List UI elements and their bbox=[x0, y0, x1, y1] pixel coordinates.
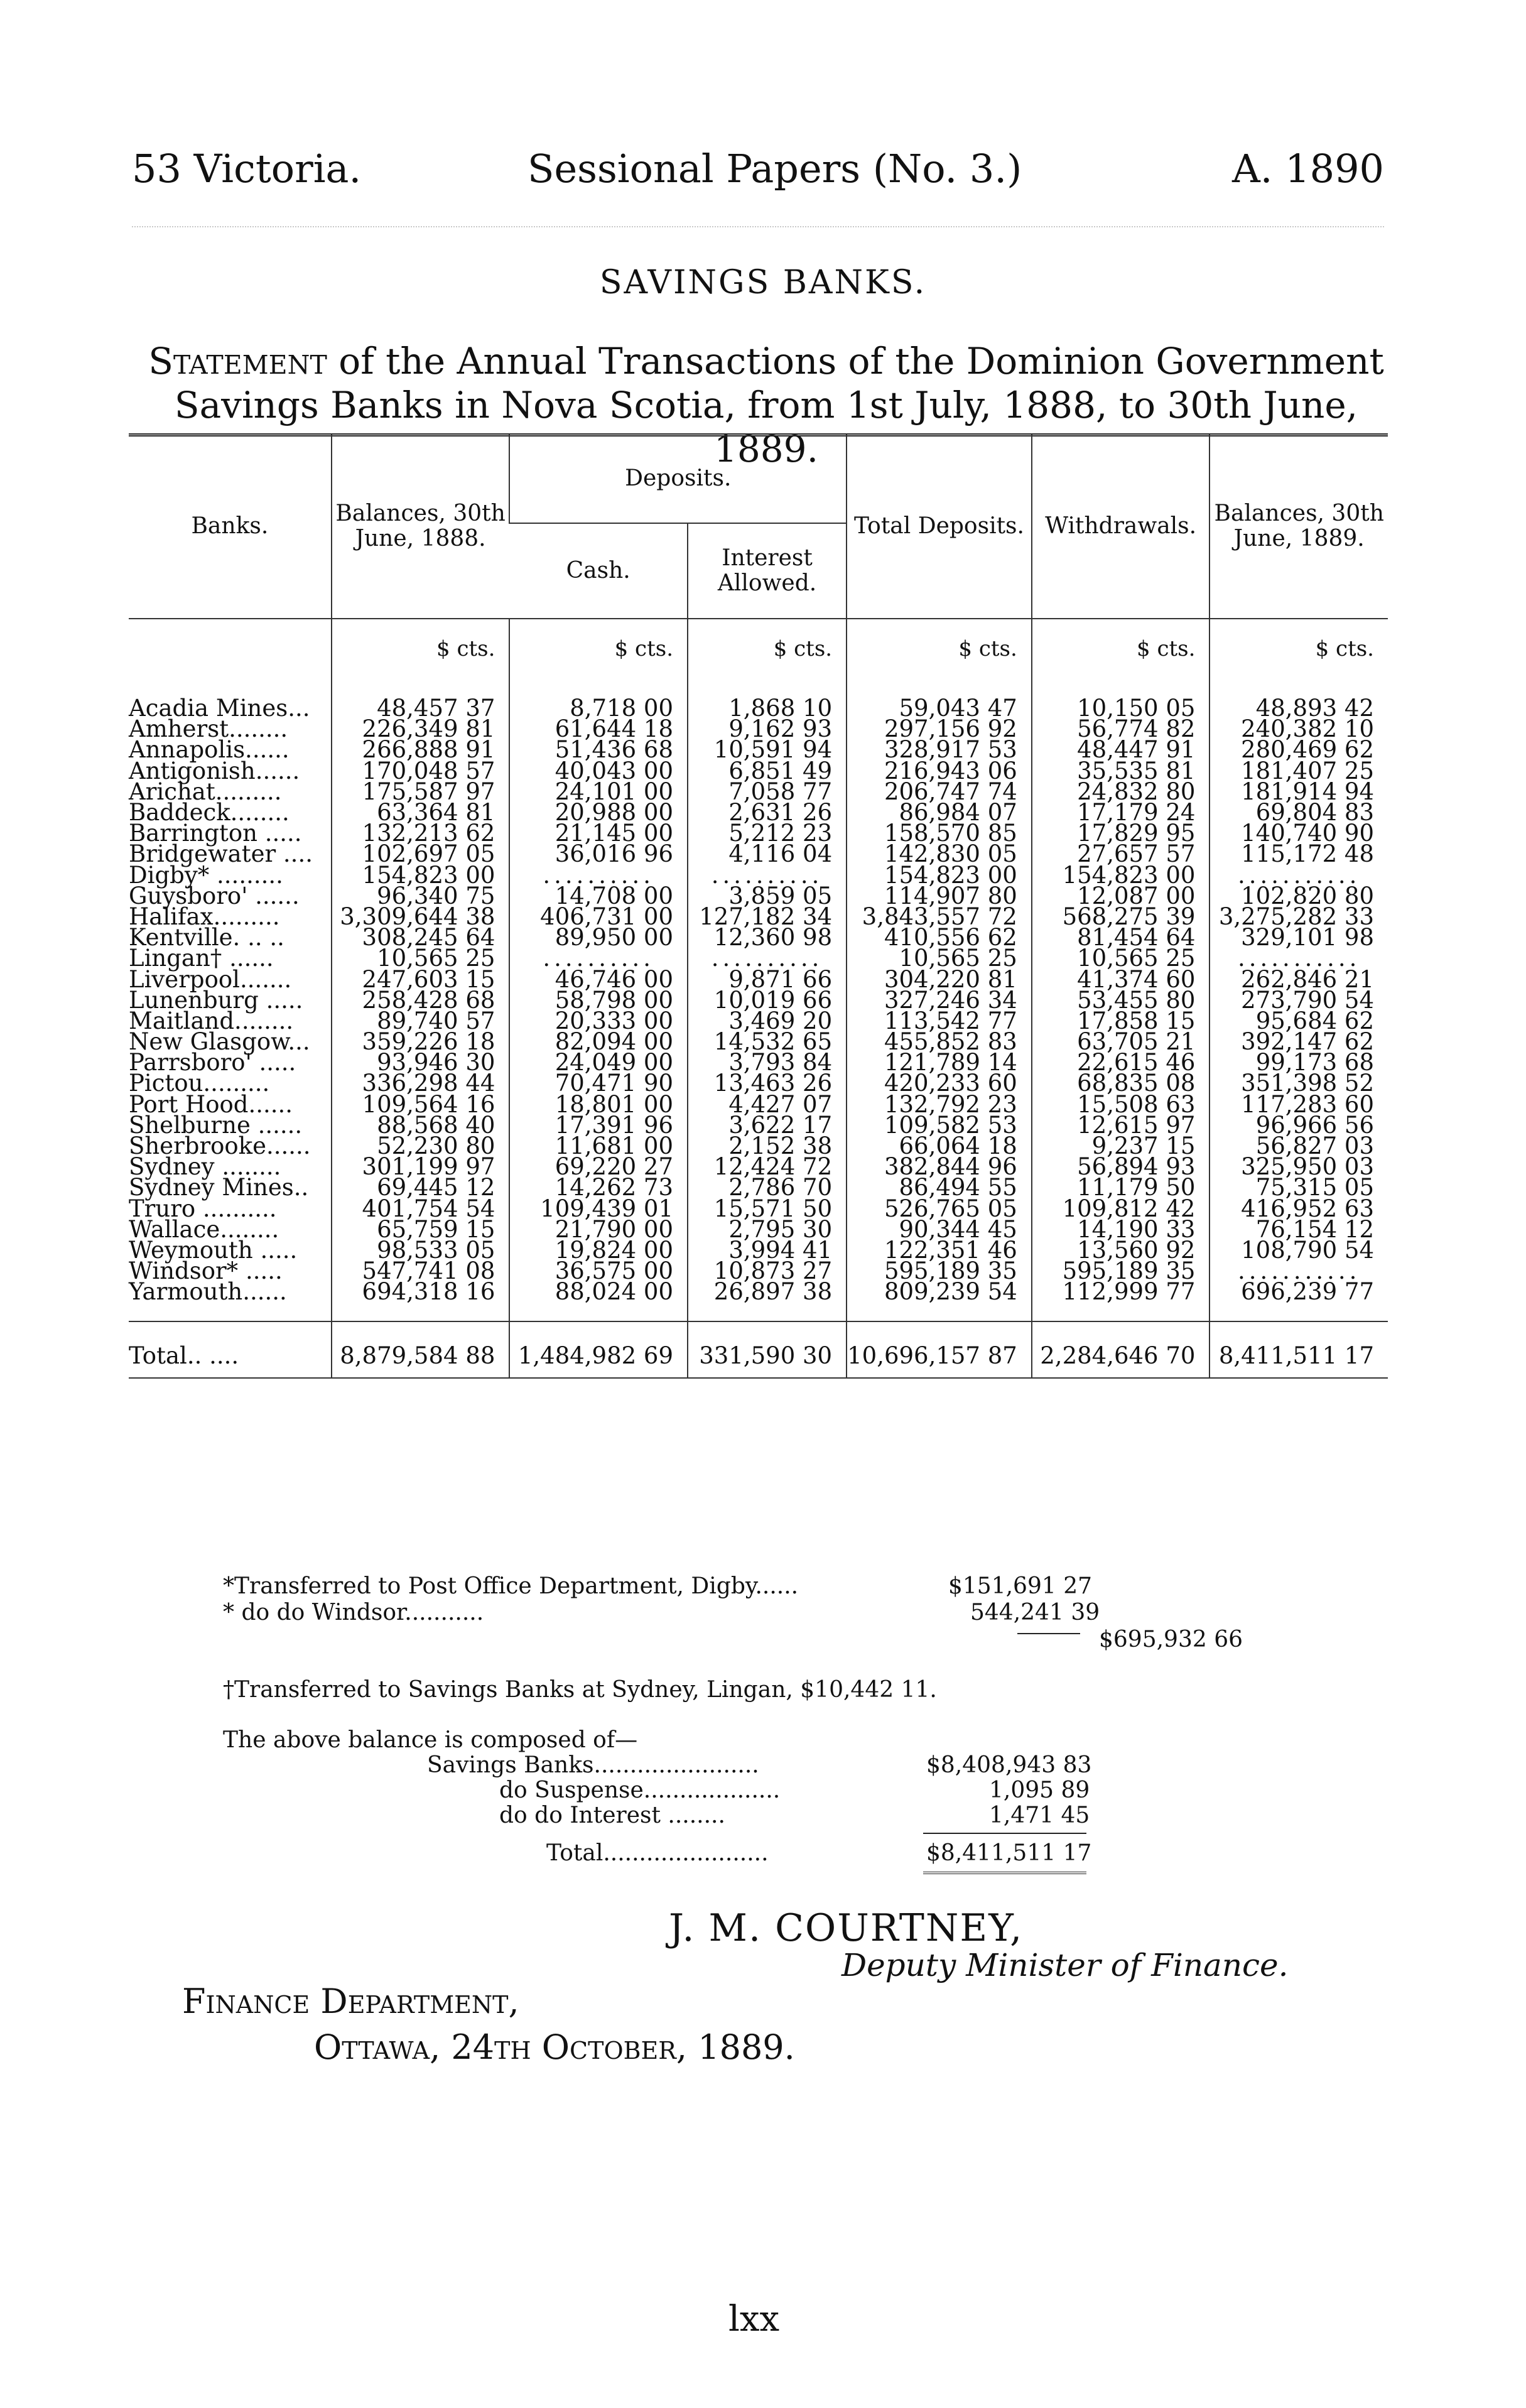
bank-name: Maitland........ bbox=[129, 1007, 294, 1034]
statement-lead: Statement bbox=[148, 340, 327, 382]
cell-total: 297,156 92 bbox=[847, 719, 1032, 739]
cell-total: 121,789 14 bbox=[847, 1052, 1032, 1073]
cell-cash: 18,801 00 bbox=[509, 1094, 688, 1115]
header-session: 53 Victoria. bbox=[132, 146, 362, 192]
cell-withdrawals: 15,508 63 bbox=[1032, 1094, 1210, 1115]
cell-withdrawals: 35,535 81 bbox=[1032, 761, 1210, 781]
cell-bal1888: 694,318 16 bbox=[332, 1281, 510, 1302]
signatory-title: Deputy Minister of Finance. bbox=[841, 1947, 1289, 1983]
footnote-rule bbox=[1017, 1633, 1080, 1634]
page-number: lxx bbox=[728, 2299, 780, 2340]
total-total: 10,696,157 87 bbox=[847, 1321, 1032, 1378]
cell-cash: .......... bbox=[509, 948, 688, 968]
cell-withdrawals: 22,615 46 bbox=[1032, 1052, 1210, 1073]
cell-interest: 9,162 93 bbox=[688, 719, 847, 739]
cell-withdrawals: 17,858 15 bbox=[1032, 1011, 1210, 1031]
footnote-transferred-total: $695,932 66 bbox=[1099, 1627, 1243, 1652]
cell-cash: 406,731 00 bbox=[509, 906, 688, 927]
bank-name: Parrsboro' ..... bbox=[129, 1049, 296, 1077]
unit-label: $ cts. bbox=[332, 619, 510, 679]
unit-label: $ cts. bbox=[509, 619, 688, 679]
cell-interest: 2,786 70 bbox=[688, 1177, 847, 1198]
cell-bal1888: 109,564 16 bbox=[332, 1094, 510, 1115]
department-name: Finance Department, bbox=[182, 1982, 519, 2021]
cell-cash: 36,575 00 bbox=[509, 1261, 688, 1281]
composed-rule bbox=[923, 1833, 1086, 1834]
cell-bal1888: 10,565 25 bbox=[332, 948, 510, 968]
cell-bal1889: 99,173 68 bbox=[1209, 1052, 1388, 1073]
cell-bal1889: 108,790 54 bbox=[1209, 1240, 1388, 1261]
cell-bal1889: ........... bbox=[1209, 948, 1388, 968]
cell-bal1888: 258,428 68 bbox=[332, 990, 510, 1011]
cell-bal1889: ........... bbox=[1209, 865, 1388, 886]
cell-cash: 51,436 68 bbox=[509, 739, 688, 760]
cell-total: 327,246 34 bbox=[847, 990, 1032, 1011]
cell-interest: 9,871 66 bbox=[688, 968, 847, 989]
bank-name: Weymouth ..... bbox=[129, 1236, 298, 1264]
cell-withdrawals: 68,835 08 bbox=[1032, 1073, 1210, 1093]
cell-interest: .......... bbox=[688, 948, 847, 968]
cell-interest: 6,851 49 bbox=[688, 761, 847, 781]
cell-cash: 21,790 00 bbox=[509, 1219, 688, 1240]
unit-label: $ cts. bbox=[688, 619, 847, 679]
cell-total: 122,351 46 bbox=[847, 1240, 1032, 1261]
cell-interest: 10,019 66 bbox=[688, 990, 847, 1011]
cell-bal1888: 401,754 54 bbox=[332, 1198, 510, 1219]
composed-item-amount: $8,408,943 83 bbox=[926, 1752, 1092, 1778]
cell-interest: 10,873 27 bbox=[688, 1261, 847, 1281]
cell-bal1888: 93,946 30 bbox=[332, 1052, 510, 1073]
bank-name: Shelburne ...... bbox=[129, 1111, 303, 1139]
cell-bal1889: 96,966 56 bbox=[1209, 1115, 1388, 1136]
cell-bal1889: 351,398 52 bbox=[1209, 1073, 1388, 1093]
cell-interest: 13,463 26 bbox=[688, 1073, 847, 1093]
cell-bal1888: 547,741 08 bbox=[332, 1261, 510, 1281]
header-divider bbox=[132, 226, 1384, 227]
composed-double-rule bbox=[923, 1872, 1086, 1874]
cell-interest: .......... bbox=[688, 865, 847, 886]
cell-total: 3,843,557 72 bbox=[847, 906, 1032, 927]
cell-bal1888: 132,213 62 bbox=[332, 823, 510, 843]
bank-name: Pictou......... bbox=[129, 1070, 270, 1097]
statement-text: of the Annual Transactions of the Dominion Government Savings Banks in Nova Scotia, from 1st July, 1888, to 30th June, 1889. bbox=[174, 340, 1384, 470]
cell-bal1888: 89,740 57 bbox=[332, 1011, 510, 1031]
bank-name: Halifax......... bbox=[129, 903, 280, 930]
cell-withdrawals: 24,832 80 bbox=[1032, 781, 1210, 802]
bank-name: Acadia Mines... bbox=[129, 695, 310, 722]
cell-cash: 19,824 00 bbox=[509, 1240, 688, 1261]
total-label: Total.. .... bbox=[129, 1321, 332, 1378]
cell-withdrawals: 13,560 92 bbox=[1032, 1240, 1210, 1261]
cell-total: 10,565 25 bbox=[847, 948, 1032, 968]
cell-bal1888: 247,603 15 bbox=[332, 968, 510, 989]
cell-bal1888: 359,226 18 bbox=[332, 1031, 510, 1052]
cell-bal1889: 75,315 05 bbox=[1209, 1177, 1388, 1198]
cell-interest: 12,424 72 bbox=[688, 1156, 847, 1177]
cell-bal1889: 48,893 42 bbox=[1209, 698, 1388, 719]
cell-interest: 3,994 41 bbox=[688, 1240, 847, 1261]
cell-interest: 3,793 84 bbox=[688, 1052, 847, 1073]
unit-label: $ cts. bbox=[1032, 619, 1210, 679]
cell-cash: 70,471 90 bbox=[509, 1073, 688, 1093]
cell-withdrawals: 11,179 50 bbox=[1032, 1177, 1210, 1198]
cell-interest: 26,897 38 bbox=[688, 1281, 847, 1302]
cell-total: 113,542 77 bbox=[847, 1011, 1032, 1031]
col-withdrawals: Withdrawals. bbox=[1032, 435, 1210, 619]
place-date bbox=[314, 2027, 795, 2067]
cell-cash: 36,016 96 bbox=[509, 843, 688, 864]
composed-item-label: do do Interest ........ bbox=[499, 1803, 725, 1828]
cell-bal1889: 115,172 48 bbox=[1209, 843, 1388, 864]
header-year: A. 1890 bbox=[1232, 146, 1384, 192]
cell-bal1888: 48,457 37 bbox=[332, 698, 510, 719]
cell-withdrawals: 154,823 00 bbox=[1032, 865, 1210, 886]
cell-bal1889: 696,239 77 bbox=[1209, 1281, 1388, 1302]
cell-cash: 109,439 01 bbox=[509, 1198, 688, 1219]
bank-name: Annapolis...... bbox=[129, 736, 290, 764]
cell-cash: 40,043 00 bbox=[509, 761, 688, 781]
cell-withdrawals: 17,829 95 bbox=[1032, 823, 1210, 843]
cell-bal1888: 52,230 80 bbox=[332, 1136, 510, 1156]
bank-name: New Glasgow... bbox=[129, 1028, 310, 1056]
cell-interest: 10,591 94 bbox=[688, 739, 847, 760]
cell-interest: 14,532 65 bbox=[688, 1031, 847, 1052]
bank-name: Bridgewater .... bbox=[129, 840, 313, 868]
total-cash: 1,484,982 69 bbox=[509, 1321, 688, 1378]
cell-bal1889: 273,790 54 bbox=[1209, 990, 1388, 1011]
col-balances-1889: Balances, 30th June, 1889. bbox=[1209, 435, 1388, 619]
cell-bal1889: 181,914 94 bbox=[1209, 781, 1388, 802]
cell-bal1888: 88,568 40 bbox=[332, 1115, 510, 1136]
table-spacer bbox=[129, 1302, 1388, 1321]
cell-total: 114,907 80 bbox=[847, 886, 1032, 906]
bank-name: Baddeck........ bbox=[129, 799, 290, 827]
cell-withdrawals: 56,894 93 bbox=[1032, 1156, 1210, 1177]
cell-withdrawals: 48,447 91 bbox=[1032, 739, 1210, 760]
cell-withdrawals: 41,374 60 bbox=[1032, 968, 1210, 989]
cell-bal1888: 266,888 91 bbox=[332, 739, 510, 760]
cell-total: 66,064 18 bbox=[847, 1136, 1032, 1156]
cell-bal1888: 226,349 81 bbox=[332, 719, 510, 739]
cell-withdrawals: 12,615 97 bbox=[1032, 1115, 1210, 1136]
cell-withdrawals: 9,237 15 bbox=[1032, 1136, 1210, 1156]
cell-bal1888: 170,048 57 bbox=[332, 761, 510, 781]
cell-bal1889: 280,469 62 bbox=[1209, 739, 1388, 760]
cell-total: 410,556 62 bbox=[847, 927, 1032, 948]
cell-cash: .......... bbox=[509, 865, 688, 886]
col-cash: Cash. bbox=[566, 558, 630, 583]
total-row bbox=[129, 1321, 1388, 1378]
bank-name: Arichat......... bbox=[129, 778, 282, 805]
cell-withdrawals: 81,454 64 bbox=[1032, 927, 1210, 948]
cell-bal1889: 95,684 62 bbox=[1209, 1011, 1388, 1031]
cell-bal1889: 329,101 98 bbox=[1209, 927, 1388, 948]
cell-bal1888: 336,298 44 bbox=[332, 1073, 510, 1093]
cell-interest: 3,469 20 bbox=[688, 1011, 847, 1031]
cell-bal1889: 3,275,282 33 bbox=[1209, 906, 1388, 927]
cell-bal1889: 262,846 21 bbox=[1209, 968, 1388, 989]
unit-label: $ cts. bbox=[847, 619, 1032, 679]
total-withdrawals: 2,284,646 70 bbox=[1032, 1321, 1210, 1378]
cell-total: 216,943 06 bbox=[847, 761, 1032, 781]
cell-withdrawals: 63,705 21 bbox=[1032, 1031, 1210, 1052]
cell-interest: 15,571 50 bbox=[688, 1198, 847, 1219]
cell-cash: 8,718 00 bbox=[509, 698, 688, 719]
signatory-name: J. M. COURTNEY, bbox=[669, 1906, 1024, 1950]
cell-withdrawals: 12,087 00 bbox=[1032, 886, 1210, 906]
cell-total: 420,233 60 bbox=[847, 1073, 1032, 1093]
composed-item-amount: 1,471 45 bbox=[989, 1803, 1090, 1828]
cell-total: 382,844 96 bbox=[847, 1156, 1032, 1177]
cell-cash: 11,681 00 bbox=[509, 1136, 688, 1156]
transactions-table bbox=[129, 435, 1388, 1379]
bank-name: Lunenburg ..... bbox=[129, 986, 303, 1014]
cell-bal1888: 65,759 15 bbox=[332, 1219, 510, 1240]
cell-interest: 3,859 05 bbox=[688, 886, 847, 906]
header-sessional-papers: Sessional Papers (No. 3.) bbox=[528, 146, 1022, 192]
cell-bal1888: 96,340 75 bbox=[332, 886, 510, 906]
bank-name: Antigonish...... bbox=[129, 757, 300, 784]
cell-total: 109,582 53 bbox=[847, 1115, 1032, 1136]
composed-intro: The above balance is composed of— bbox=[223, 1727, 638, 1753]
cell-total: 142,830 05 bbox=[847, 843, 1032, 864]
col-banks: Banks. bbox=[191, 513, 269, 539]
col-deposits: Deposits. bbox=[509, 435, 847, 523]
composed-item-amount: 1,095 89 bbox=[989, 1777, 1090, 1803]
composed-total-amount: $8,411,511 17 bbox=[926, 1840, 1092, 1866]
cell-withdrawals: 595,189 35 bbox=[1032, 1261, 1210, 1281]
cell-bal1888: 175,587 97 bbox=[332, 781, 510, 802]
cell-withdrawals: 14,190 33 bbox=[1032, 1219, 1210, 1240]
cell-withdrawals: 568,275 39 bbox=[1032, 906, 1210, 927]
cell-total: 595,189 35 bbox=[847, 1261, 1032, 1281]
cell-interest: 4,116 04 bbox=[688, 843, 847, 864]
cell-bal1888: 308,245 64 bbox=[332, 927, 510, 948]
bank-name: Sydney ........ bbox=[129, 1153, 281, 1181]
total-interest: 331,590 30 bbox=[688, 1321, 847, 1378]
cell-withdrawals: 17,179 24 bbox=[1032, 802, 1210, 823]
cell-bal1888: 63,364 81 bbox=[332, 802, 510, 823]
cell-cash: 14,708 00 bbox=[509, 886, 688, 906]
cell-interest: 12,360 98 bbox=[688, 927, 847, 948]
cell-bal1888: 301,199 97 bbox=[332, 1156, 510, 1177]
composed-total-label: Total....................... bbox=[546, 1840, 769, 1866]
cell-cash: 24,049 00 bbox=[509, 1052, 688, 1073]
table-row bbox=[129, 1281, 1388, 1302]
cell-cash: 20,333 00 bbox=[509, 1011, 688, 1031]
cell-bal1888: 154,823 00 bbox=[332, 865, 510, 886]
bank-name: Kentville. .. .. bbox=[129, 924, 284, 952]
cell-bal1889: 140,740 90 bbox=[1209, 823, 1388, 843]
col-balances-1888: Balances, 30th June, 1888. bbox=[332, 435, 510, 619]
cell-interest: 2,152 38 bbox=[688, 1136, 847, 1156]
cell-withdrawals: 10,565 25 bbox=[1032, 948, 1210, 968]
cell-interest: 7,058 77 bbox=[688, 781, 847, 802]
footnote-digby: *Transferred to Post Office Department, Digby...... bbox=[223, 1573, 799, 1599]
cell-interest: 127,182 34 bbox=[688, 906, 847, 927]
unit-label: $ cts. bbox=[1209, 619, 1388, 679]
bank-name: Port Hood...... bbox=[129, 1090, 293, 1118]
cell-bal1889: 102,820 80 bbox=[1209, 886, 1388, 906]
cell-interest: 2,795 30 bbox=[688, 1219, 847, 1240]
cell-total: 526,765 05 bbox=[847, 1198, 1032, 1219]
footnote-windsor-amount: 544,241 39 bbox=[970, 1600, 1100, 1625]
cell-total: 154,823 00 bbox=[847, 865, 1032, 886]
cell-bal1889: 392,147 62 bbox=[1209, 1031, 1388, 1052]
cell-bal1889: 240,382 10 bbox=[1209, 719, 1388, 739]
cell-bal1888: 102,697 05 bbox=[332, 843, 510, 864]
cell-withdrawals: 53,455 80 bbox=[1032, 990, 1210, 1011]
bank-name: Digby* ......... bbox=[129, 861, 283, 889]
cell-cash: 58,798 00 bbox=[509, 990, 688, 1011]
units-row bbox=[129, 619, 1388, 679]
cell-cash: 46,746 00 bbox=[509, 968, 688, 989]
cell-cash: 20,988 00 bbox=[509, 802, 688, 823]
cell-cash: 89,950 00 bbox=[509, 927, 688, 948]
cell-total: 455,852 83 bbox=[847, 1031, 1032, 1052]
bank-name: Yarmouth...... bbox=[129, 1278, 287, 1306]
cell-bal1889: 416,952 63 bbox=[1209, 1198, 1388, 1219]
place-date-text: Ottawa, 24th October, 1889. bbox=[314, 2027, 795, 2067]
cell-total: 158,570 85 bbox=[847, 823, 1032, 843]
cell-total: 304,220 81 bbox=[847, 968, 1032, 989]
total-bal1889: 8,411,511 17 bbox=[1209, 1321, 1388, 1378]
cell-bal1889: 69,804 83 bbox=[1209, 802, 1388, 823]
cell-bal1889: 325,950 03 bbox=[1209, 1156, 1388, 1177]
col-total-deposits: Total Deposits. bbox=[847, 435, 1032, 619]
cell-withdrawals: 112,999 77 bbox=[1032, 1281, 1210, 1302]
cell-total: 86,984 07 bbox=[847, 802, 1032, 823]
bank-name: Sydney Mines.. bbox=[129, 1174, 309, 1201]
cell-bal1888: 69,445 12 bbox=[332, 1177, 510, 1198]
cell-cash: 14,262 73 bbox=[509, 1177, 688, 1198]
cell-bal1889: 117,283 60 bbox=[1209, 1094, 1388, 1115]
cell-total: 59,043 47 bbox=[847, 698, 1032, 719]
cell-total: 809,239 54 bbox=[847, 1281, 1032, 1302]
cell-bal1888: 3,309,644 38 bbox=[332, 906, 510, 927]
bank-name: Amherst........ bbox=[129, 715, 288, 743]
bank-name: Guysboro' ...... bbox=[129, 882, 300, 909]
cell-bal1888: 98,533 05 bbox=[332, 1240, 510, 1261]
cell-interest: 4,427 07 bbox=[688, 1094, 847, 1115]
cell-cash: 21,145 00 bbox=[509, 823, 688, 843]
cell-interest: 5,212 23 bbox=[688, 823, 847, 843]
footnote-lingan: †Transferred to Savings Banks at Sydney, Lingan, $10,442 11. bbox=[223, 1677, 937, 1703]
cell-bal1889: ........... bbox=[1209, 1261, 1388, 1281]
composed-item-label: do Suspense................... bbox=[499, 1777, 781, 1803]
col-interest: Interest Allowed. bbox=[688, 523, 847, 619]
cell-total: 132,792 23 bbox=[847, 1094, 1032, 1115]
bank-name: Lingan† ...... bbox=[129, 945, 274, 972]
footnote-windsor: * do do Windsor........... bbox=[223, 1600, 484, 1625]
bank-name: Wallace........ bbox=[129, 1215, 279, 1243]
cell-interest: 1,868 10 bbox=[688, 698, 847, 719]
cell-interest: 2,631 26 bbox=[688, 802, 847, 823]
cell-cash: 24,101 00 bbox=[509, 781, 688, 802]
cell-cash: 88,024 00 bbox=[509, 1281, 688, 1302]
cell-withdrawals: 10,150 05 bbox=[1032, 698, 1210, 719]
cell-bal1889: 56,827 03 bbox=[1209, 1136, 1388, 1156]
composed-item-label: Savings Banks....................... bbox=[427, 1752, 759, 1778]
bank-name: Liverpool....... bbox=[129, 965, 292, 993]
page-title: SAVINGS BANKS. bbox=[599, 264, 927, 301]
cell-bal1889: 181,407 25 bbox=[1209, 761, 1388, 781]
bank-name: Barrington ..... bbox=[129, 820, 302, 847]
bank-name: Windsor* ..... bbox=[129, 1257, 283, 1285]
cell-cash: 69,220 27 bbox=[509, 1156, 688, 1177]
bank-name: Sherbrooke...... bbox=[129, 1132, 311, 1160]
bank-name: Truro .......... bbox=[129, 1195, 277, 1222]
cell-total: 90,344 45 bbox=[847, 1219, 1032, 1240]
cell-cash: 17,391 96 bbox=[509, 1115, 688, 1136]
cell-total: 206,747 74 bbox=[847, 781, 1032, 802]
total-bal1888: 8,879,584 88 bbox=[332, 1321, 510, 1378]
cell-total: 86,494 55 bbox=[847, 1177, 1032, 1198]
cell-total: 328,917 53 bbox=[847, 739, 1032, 760]
cell-withdrawals: 27,657 57 bbox=[1032, 843, 1210, 864]
cell-cash: 82,094 00 bbox=[509, 1031, 688, 1052]
cell-withdrawals: 109,812 42 bbox=[1032, 1198, 1210, 1219]
cell-bal1889: 76,154 12 bbox=[1209, 1219, 1388, 1240]
cell-withdrawals: 56,774 82 bbox=[1032, 719, 1210, 739]
cell-interest: 3,622 17 bbox=[688, 1115, 847, 1136]
cell-cash: 61,644 18 bbox=[509, 719, 688, 739]
footnote-digby-amount: $151,691 27 bbox=[948, 1573, 1093, 1599]
